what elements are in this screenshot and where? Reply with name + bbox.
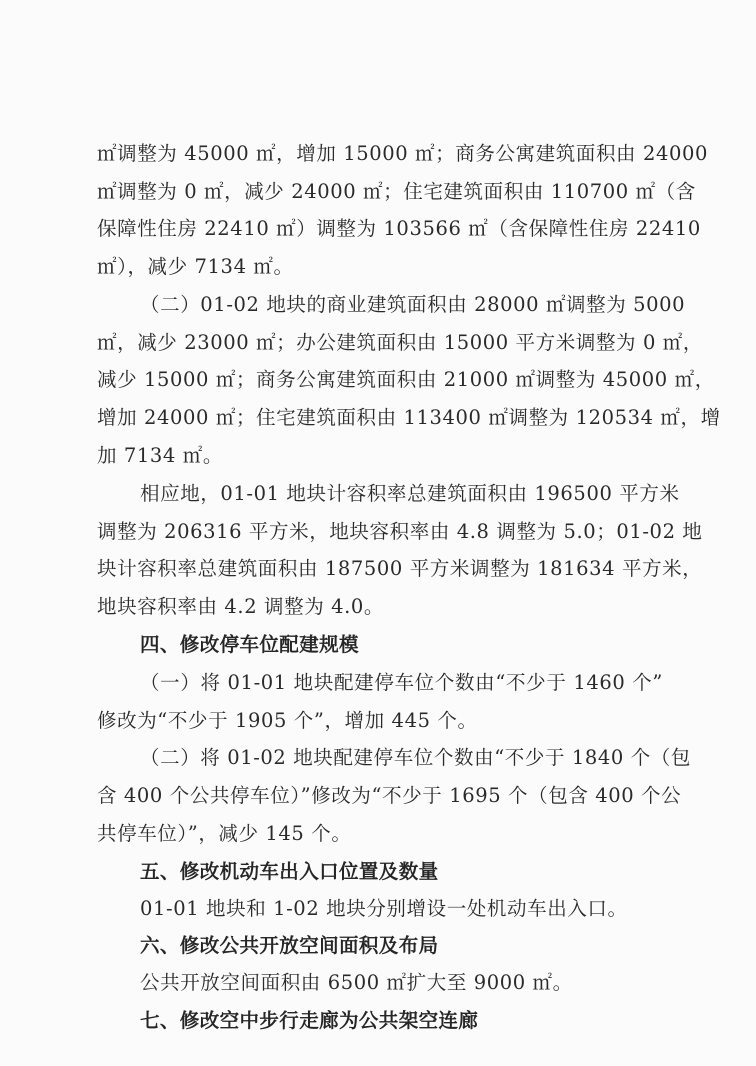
- body-text-line: ㎡），减少 7134 ㎡。: [97, 255, 294, 278]
- paragraph-accordingly-start: 相应地，01-01 地块计容积率总建筑面积由 196500 平方米: [140, 482, 680, 505]
- body-text-line: 增加 24000 ㎡；住宅建筑面积由 113400 ㎡调整为 120534 ㎡，增: [97, 406, 721, 429]
- body-text-line: 保障性住房 22410 ㎡）调整为 103566 ㎡（含保障性住房 22410: [97, 217, 701, 240]
- section-heading-7: 七、修改空中步行走廊为公共架空连廊: [140, 1009, 479, 1032]
- body-text-line: （二）将 01-02 地块配建停车位个数由“不少于 1840 个（包: [140, 746, 692, 769]
- section-heading-5: 五、修改机动车出入口位置及数量: [140, 860, 439, 883]
- body-text-line: 公共开放空间面积由 6500 ㎡扩大至 9000 ㎡。: [140, 971, 573, 994]
- body-text-line: 共停车位）”，减少 145 个。: [97, 822, 352, 845]
- body-text-line: 地块容积率由 4.2 调整为 4.0。: [97, 595, 385, 618]
- body-text-line: ㎡，减少 23000 ㎡；办公建筑面积由 15000 平方米调整为 0 ㎡，: [97, 331, 703, 354]
- paragraph-item-2-start: （二）01-02 地块的商业建筑面积由 28000 ㎡调整为 5000: [140, 293, 686, 316]
- body-text-line: 含 400 个公共停车位）”修改为“不少于 1695 个（包含 400 个公: [97, 784, 682, 807]
- body-text-line: 加 7134 ㎡。: [97, 444, 223, 467]
- body-text-line: 减少 15000 ㎡；商务公寓建筑面积由 21000 ㎡调整为 45000 ㎡，: [97, 368, 715, 391]
- body-text-line: ㎡调整为 45000 ㎡，增加 15000 ㎡；商务公寓建筑面积由 24000: [97, 142, 708, 165]
- body-text-line: ㎡调整为 0 ㎡，减少 24000 ㎡；住宅建筑面积由 110700 ㎡（含: [97, 180, 696, 203]
- body-text-line: 修改为“不少于 1905 个”，增加 445 个。: [97, 709, 478, 732]
- section-heading-4: 四、修改停车位配建规模: [140, 633, 359, 656]
- body-text-line: 01-01 地块和 1-02 地块分别增设一处机动车出入口。: [140, 897, 628, 920]
- body-text-line: （一）将 01-01 地块配建停车位个数由“不少于 1460 个”: [140, 671, 663, 694]
- body-text-line: 块计容积率总建筑面积由 187500 平方米调整为 181634 平方米，: [97, 557, 703, 580]
- section-heading-6: 六、修改公共开放空间面积及布局: [140, 934, 439, 957]
- body-text-line: 调整为 206316 平方米，地块容积率由 4.8 调整为 5.0；01-02 地: [97, 520, 703, 543]
